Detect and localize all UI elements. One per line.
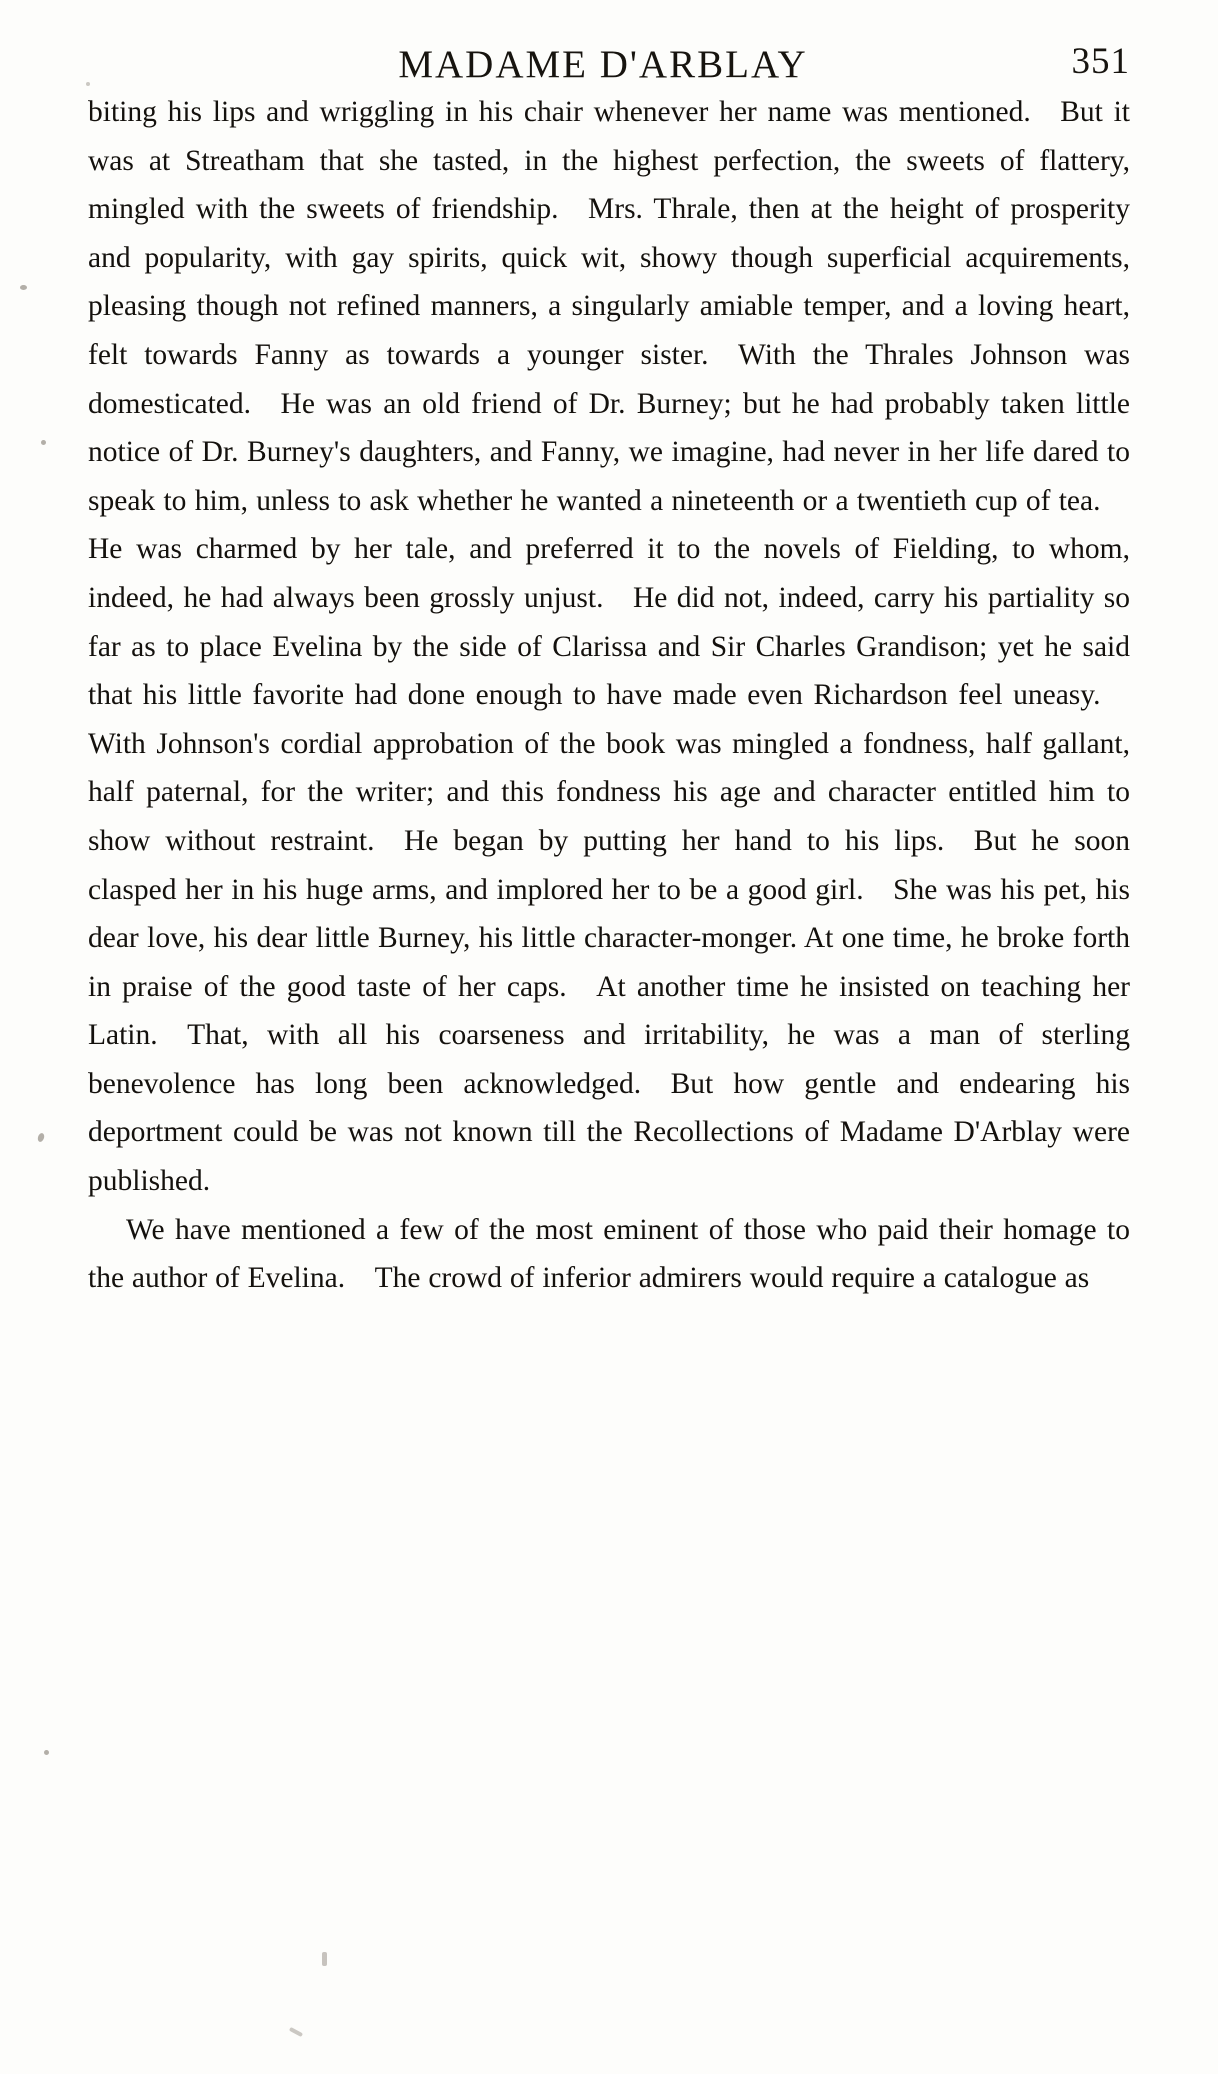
scan-speck (322, 1952, 327, 1966)
paragraph: We have mentioned a few of the most eminent of those who paid their homage to the author of Evelina. The crowd of inferior admirers would require a catalogue as (88, 1213, 1130, 1295)
page-number: 351 (1071, 41, 1130, 82)
running-head: MADAME D'ARBLAY (398, 43, 808, 86)
scan-speck (289, 2027, 303, 2037)
scan-speck (37, 1132, 46, 1143)
scan-speck (20, 285, 27, 290)
paragraph: biting his lips and wriggling in his chair whenever her name was mentioned. But it was at Streatham that she tasted, in the highest perfection, the sweets of flattery, mingled with the sweets of friendship. Mrs. Thrale, then at the height of prosperity and popularity, with gay spirits, quick wit, showy though superficial acquirements, pleasing though not refined manners, a singularly amiable temper, and a loving heart, felt towards Fanny as towards a younger sister. With the Thrales Johnson was domesticated. He was an old friend of Dr. Burney; but he had probably taken little notice of Dr. Burney's daughters, and Fanny, we imagine, had never in her life dared to speak to him, unless to ask whether he wanted a nineteenth or a twentieth cup of tea. He was charmed by her tale, and preferred it to the novels of Fielding, to whom, indeed, he had always been grossly unjust. He did not, indeed, carry his partiality so far as to place Evelina by the side of Clarissa and Sir Charles Grandison; yet he said that his little favorite had done enough to have made even Richardson feel uneasy. With Johnson's cordial approbation of the book was mingled a fondness, half gallant, half paternal, for the writer; and this fondness his age and character entitled him to show without restraint. He began by putting her hand to his lips. But he soon clasped her in his huge arms, and implored her to be a good girl. She was his pet, his dear love, his dear little Burney, his little character-monger. At one time, he broke forth in praise of the good taste of her caps. At another time he insisted on teaching her Latin. That, with all his coarseness and irritability, he was a man of sterling benevolence has long been acknowledged. But how gentle and endearing his deportment could be was not known till the Recollections of Madame D'Arblay were published. (88, 96, 1130, 1198)
body-text (88, 88, 1130, 1303)
page-header (0, 0, 1218, 86)
scan-speck (41, 440, 46, 445)
scan-speck (86, 82, 90, 86)
scan-speck (44, 1750, 49, 1755)
